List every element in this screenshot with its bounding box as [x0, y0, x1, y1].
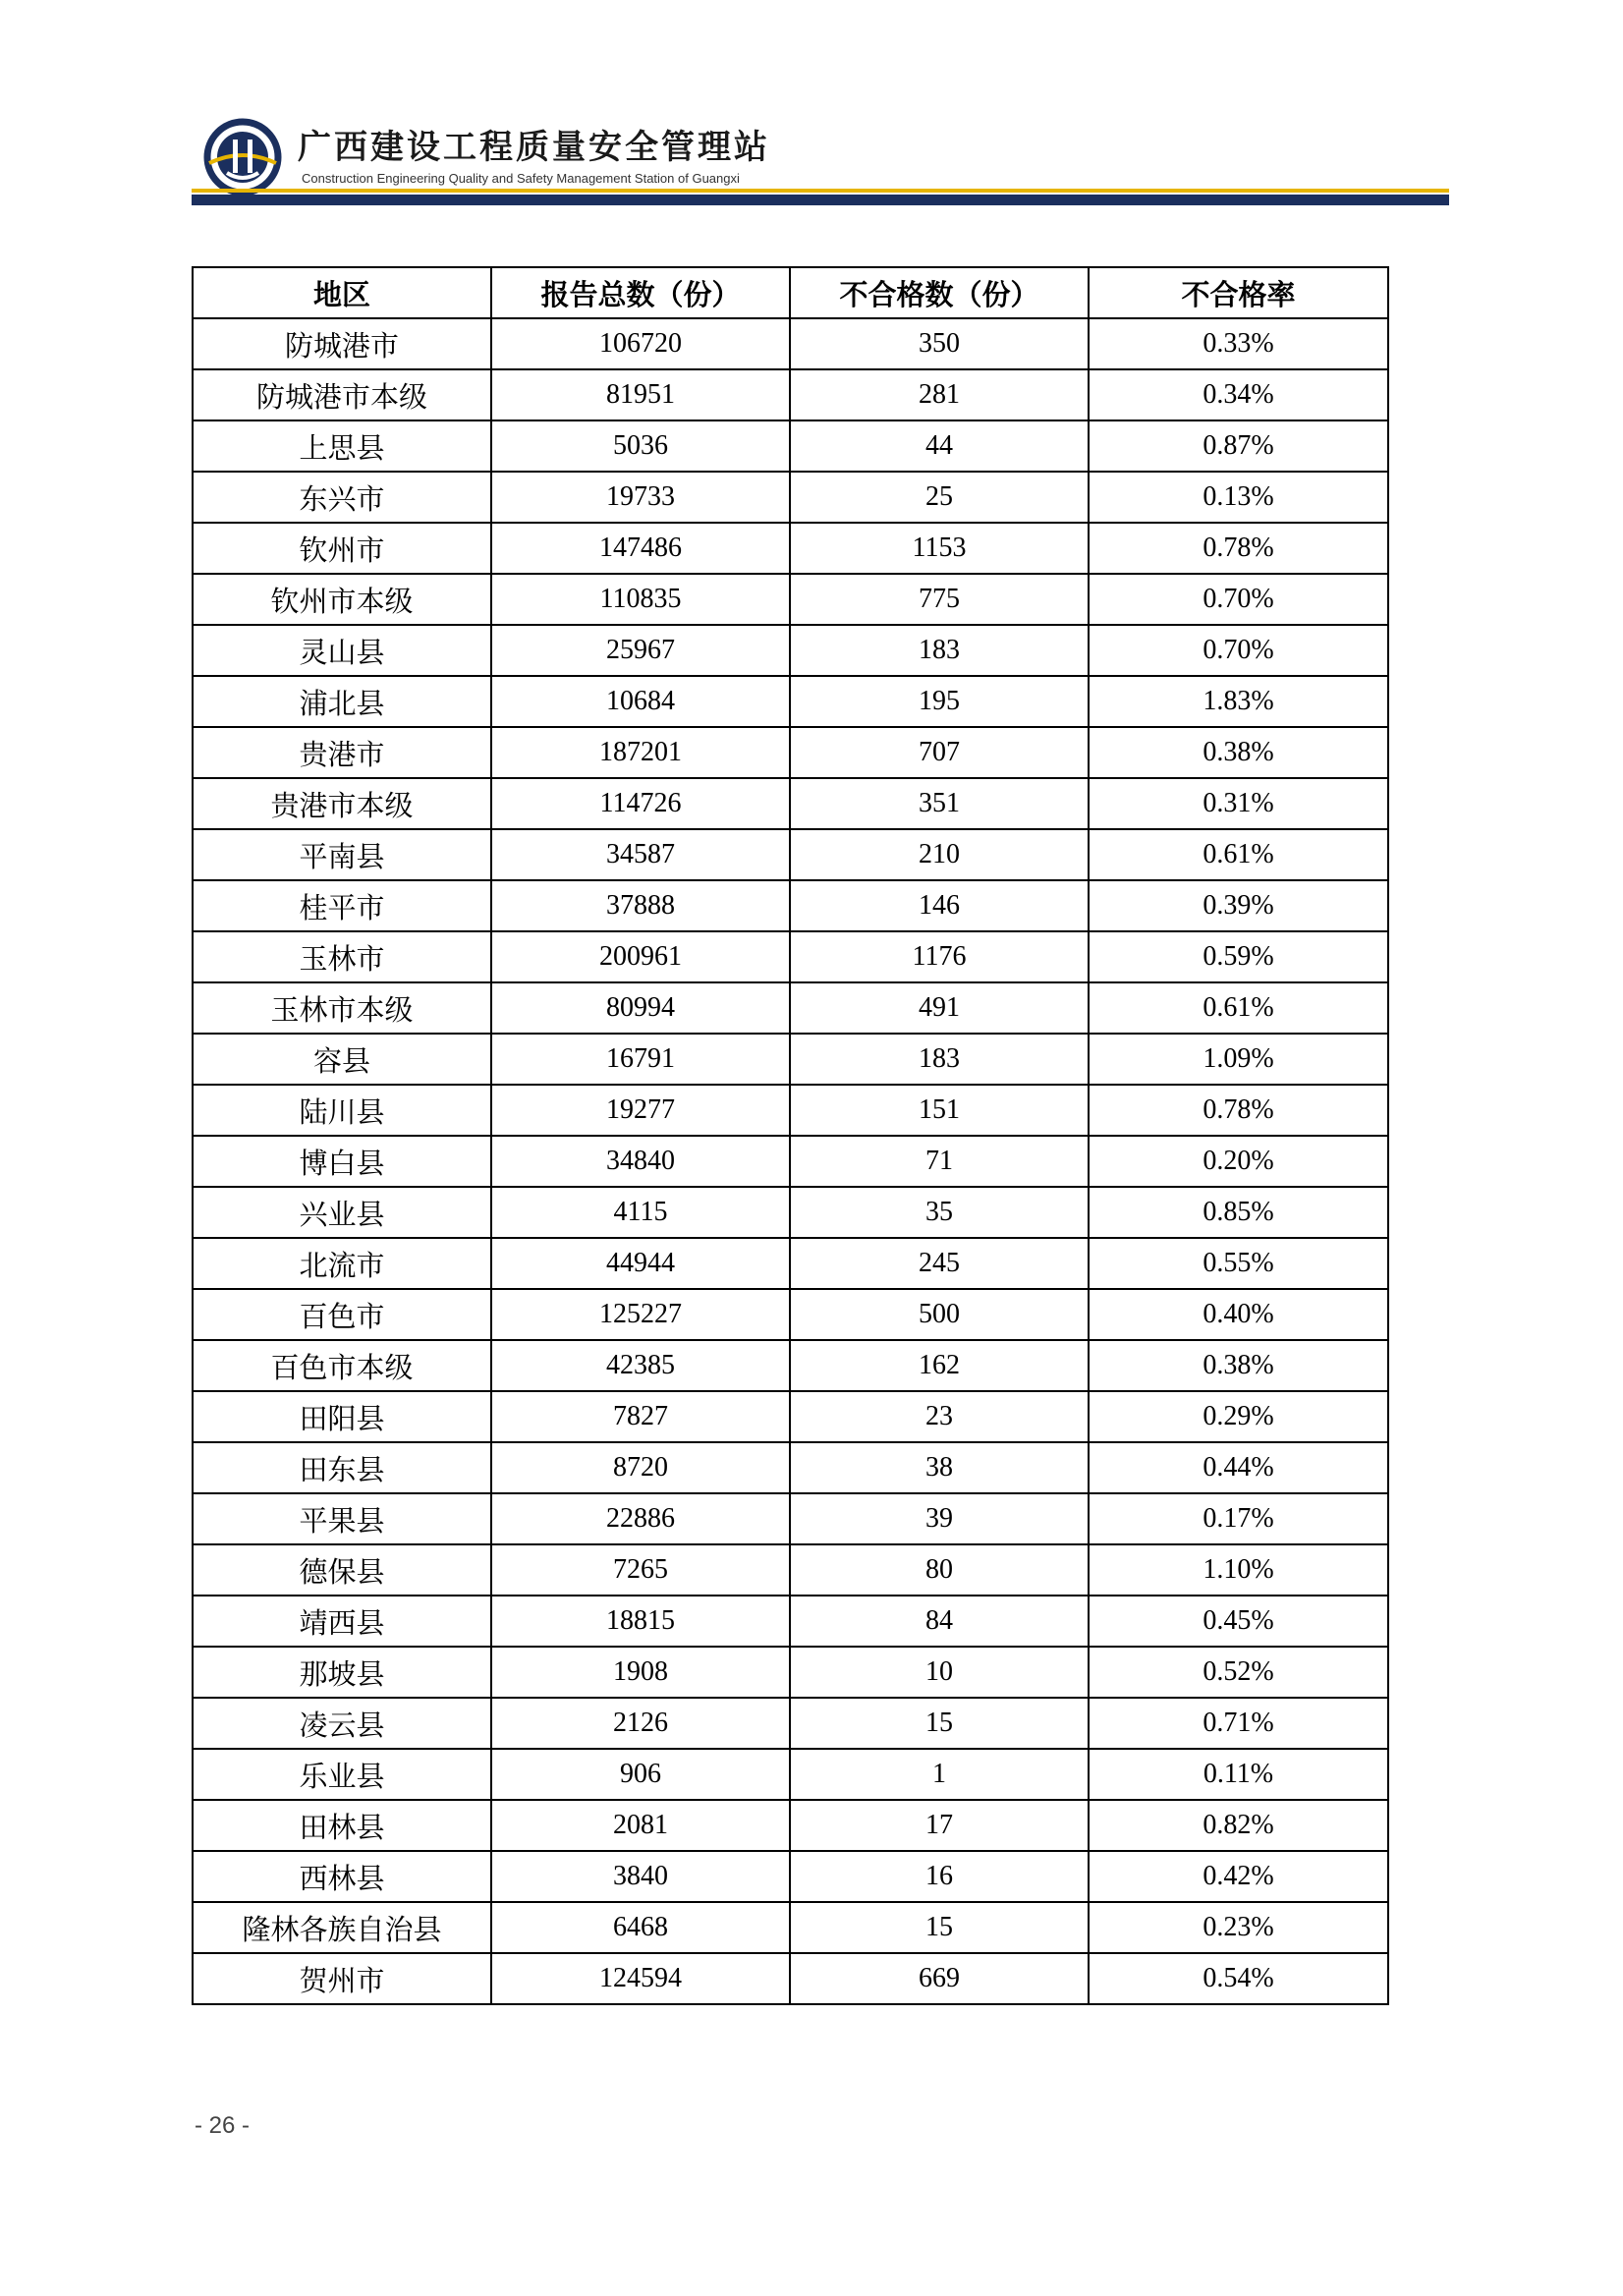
failed-count-cell: 1176	[790, 931, 1089, 982]
failed-count-cell: 146	[790, 880, 1089, 931]
failure-rate-cell: 0.52%	[1089, 1647, 1388, 1698]
failure-rate-cell: 0.29%	[1089, 1391, 1388, 1442]
header-rule-navy	[192, 195, 1449, 205]
region-cell: 东兴市	[193, 472, 491, 523]
region-cell: 博白县	[193, 1136, 491, 1187]
report-total-cell: 34840	[491, 1136, 790, 1187]
failure-rate-cell: 0.78%	[1089, 523, 1388, 574]
failure-rate-cell: 0.78%	[1089, 1085, 1388, 1136]
table-row	[193, 1136, 1388, 1187]
table-row	[193, 1034, 1388, 1085]
region-cell: 靖西县	[193, 1596, 491, 1647]
failure-rate-cell: 0.61%	[1089, 829, 1388, 880]
failed-count-cell: 183	[790, 625, 1089, 676]
report-total-cell: 2126	[491, 1698, 790, 1749]
region-cell: 玉林市	[193, 931, 491, 982]
failed-count-cell: 1153	[790, 523, 1089, 574]
failure-rate-cell: 0.85%	[1089, 1187, 1388, 1238]
table-row	[193, 829, 1388, 880]
station-logo-icon	[203, 118, 282, 196]
region-cell: 田东县	[193, 1442, 491, 1493]
failed-count-cell: 71	[790, 1136, 1089, 1187]
table-row	[193, 1085, 1388, 1136]
region-cell: 隆林各族自治县	[193, 1902, 491, 1953]
region-cell: 百色市	[193, 1289, 491, 1340]
failure-rate-cell: 0.55%	[1089, 1238, 1388, 1289]
report-total-cell: 8720	[491, 1442, 790, 1493]
table-header-row	[193, 267, 1388, 318]
failed-count-cell: 151	[790, 1085, 1089, 1136]
region-cell: 兴业县	[193, 1187, 491, 1238]
table-row	[193, 880, 1388, 931]
failure-rate-cell: 0.23%	[1089, 1902, 1388, 1953]
failure-rate-cell: 0.87%	[1089, 420, 1388, 472]
table-body	[193, 318, 1388, 2004]
table-row	[193, 1749, 1388, 1800]
failed-count-cell: 707	[790, 727, 1089, 778]
failure-rate-cell: 0.71%	[1089, 1698, 1388, 1749]
failed-count-cell: 16	[790, 1851, 1089, 1902]
table-row	[193, 1902, 1388, 1953]
table-row	[193, 1340, 1388, 1391]
region-cell: 乐业县	[193, 1749, 491, 1800]
region-cell: 防城港市本级	[193, 369, 491, 420]
region-cell: 钦州市本级	[193, 574, 491, 625]
table-row	[193, 1800, 1388, 1851]
report-total-cell: 110835	[491, 574, 790, 625]
report-total-cell: 2081	[491, 1800, 790, 1851]
region-cell: 陆川县	[193, 1085, 491, 1136]
region-cell: 上思县	[193, 420, 491, 472]
failed-count-cell: 351	[790, 778, 1089, 829]
table-row	[193, 1187, 1388, 1238]
table-row	[193, 1289, 1388, 1340]
failed-count-cell: 25	[790, 472, 1089, 523]
report-total-cell: 19733	[491, 472, 790, 523]
failure-rate-cell: 0.54%	[1089, 1953, 1388, 2004]
failure-rate-cell: 0.45%	[1089, 1596, 1388, 1647]
failure-rate-cell: 1.83%	[1089, 676, 1388, 727]
region-cell: 西林县	[193, 1851, 491, 1902]
region-cell: 灵山县	[193, 625, 491, 676]
table-row	[193, 625, 1388, 676]
failure-rate-cell: 0.38%	[1089, 727, 1388, 778]
report-total-cell: 7827	[491, 1391, 790, 1442]
failure-rate-cell: 0.82%	[1089, 1800, 1388, 1851]
region-cell: 贵港市本级	[193, 778, 491, 829]
table-row	[193, 727, 1388, 778]
region-cell: 北流市	[193, 1238, 491, 1289]
inspection-report-table	[192, 266, 1389, 2005]
table-row	[193, 318, 1388, 369]
failed-count-cell: 15	[790, 1698, 1089, 1749]
failed-count-cell: 491	[790, 982, 1089, 1034]
region-cell: 平果县	[193, 1493, 491, 1544]
region-cell: 凌云县	[193, 1698, 491, 1749]
report-total-cell: 124594	[491, 1953, 790, 2004]
table-row	[193, 1493, 1388, 1544]
failed-count-cell: 245	[790, 1238, 1089, 1289]
failure-rate-cell: 0.61%	[1089, 982, 1388, 1034]
failed-count-cell: 195	[790, 676, 1089, 727]
table-row	[193, 1596, 1388, 1647]
report-total-cell: 114726	[491, 778, 790, 829]
table-row	[193, 574, 1388, 625]
failure-rate-cell: 0.38%	[1089, 1340, 1388, 1391]
region-cell: 田阳县	[193, 1391, 491, 1442]
failure-rate-cell: 0.40%	[1089, 1289, 1388, 1340]
region-cell: 百色市本级	[193, 1340, 491, 1391]
report-total-cell: 44944	[491, 1238, 790, 1289]
failure-rate-cell: 1.10%	[1089, 1544, 1388, 1596]
table-row	[193, 778, 1388, 829]
failed-count-cell: 775	[790, 574, 1089, 625]
report-total-cell: 3840	[491, 1851, 790, 1902]
failure-rate-cell: 0.31%	[1089, 778, 1388, 829]
organization-subtitle: Construction Engineering Quality and Safety Management Station of Guangxi	[302, 171, 740, 186]
table-row	[193, 931, 1388, 982]
column-header-report-total: 报告总数（份）	[491, 267, 790, 318]
table-row	[193, 420, 1388, 472]
report-total-cell: 10684	[491, 676, 790, 727]
failed-count-cell: 23	[790, 1391, 1089, 1442]
report-total-cell: 147486	[491, 523, 790, 574]
report-total-cell: 22886	[491, 1493, 790, 1544]
report-total-cell: 25967	[491, 625, 790, 676]
region-cell: 德保县	[193, 1544, 491, 1596]
table-row	[193, 1647, 1388, 1698]
failed-count-cell: 10	[790, 1647, 1089, 1698]
failure-rate-cell: 0.17%	[1089, 1493, 1388, 1544]
failed-count-cell: 162	[790, 1340, 1089, 1391]
report-total-cell: 4115	[491, 1187, 790, 1238]
column-header-region: 地区	[193, 267, 491, 318]
failed-count-cell: 500	[790, 1289, 1089, 1340]
failure-rate-cell: 1.09%	[1089, 1034, 1388, 1085]
table-row	[193, 1238, 1388, 1289]
region-cell: 田林县	[193, 1800, 491, 1851]
region-cell: 平南县	[193, 829, 491, 880]
failed-count-cell: 35	[790, 1187, 1089, 1238]
failure-rate-cell: 0.11%	[1089, 1749, 1388, 1800]
organization-name: 广西建设工程质量安全管理站	[298, 128, 770, 167]
region-cell: 防城港市	[193, 318, 491, 369]
failed-count-cell: 84	[790, 1596, 1089, 1647]
failed-count-cell: 38	[790, 1442, 1089, 1493]
region-cell: 容县	[193, 1034, 491, 1085]
failure-rate-cell: 0.42%	[1089, 1851, 1388, 1902]
region-cell: 钦州市	[193, 523, 491, 574]
table-row	[193, 1544, 1388, 1596]
report-total-cell: 7265	[491, 1544, 790, 1596]
region-cell: 桂平市	[193, 880, 491, 931]
failure-rate-cell: 0.20%	[1089, 1136, 1388, 1187]
failed-count-cell: 183	[790, 1034, 1089, 1085]
report-total-cell: 125227	[491, 1289, 790, 1340]
failed-count-cell: 210	[790, 829, 1089, 880]
table-row	[193, 676, 1388, 727]
failure-rate-cell: 0.13%	[1089, 472, 1388, 523]
table-row	[193, 1698, 1388, 1749]
report-total-cell: 5036	[491, 420, 790, 472]
report-total-cell: 106720	[491, 318, 790, 369]
report-total-cell: 200961	[491, 931, 790, 982]
failed-count-cell: 669	[790, 1953, 1089, 2004]
table-row	[193, 1442, 1388, 1493]
failure-rate-cell: 0.70%	[1089, 625, 1388, 676]
failed-count-cell: 80	[790, 1544, 1089, 1596]
table-row	[193, 523, 1388, 574]
report-total-cell: 34587	[491, 829, 790, 880]
report-total-cell: 18815	[491, 1596, 790, 1647]
failed-count-cell: 281	[790, 369, 1089, 420]
region-cell: 贺州市	[193, 1953, 491, 2004]
table-row	[193, 1851, 1388, 1902]
page-header	[192, 110, 1449, 208]
report-total-cell: 187201	[491, 727, 790, 778]
report-total-cell: 16791	[491, 1034, 790, 1085]
table-row	[193, 369, 1388, 420]
failed-count-cell: 17	[790, 1800, 1089, 1851]
table-row	[193, 472, 1388, 523]
report-total-cell: 19277	[491, 1085, 790, 1136]
failure-rate-cell: 0.34%	[1089, 369, 1388, 420]
region-cell: 浦北县	[193, 676, 491, 727]
page-number: - 26 -	[195, 2112, 251, 2139]
failure-rate-cell: 0.39%	[1089, 880, 1388, 931]
failed-count-cell: 15	[790, 1902, 1089, 1953]
failure-rate-cell: 0.59%	[1089, 931, 1388, 982]
failed-count-cell: 1	[790, 1749, 1089, 1800]
header-rule-gold	[192, 189, 1449, 193]
report-total-cell: 6468	[491, 1902, 790, 1953]
report-total-cell: 37888	[491, 880, 790, 931]
failure-rate-cell: 0.44%	[1089, 1442, 1388, 1493]
failed-count-cell: 44	[790, 420, 1089, 472]
region-cell: 贵港市	[193, 727, 491, 778]
report-total-cell: 906	[491, 1749, 790, 1800]
table-row	[193, 1953, 1388, 2004]
region-cell: 那坡县	[193, 1647, 491, 1698]
report-total-cell: 42385	[491, 1340, 790, 1391]
region-cell: 玉林市本级	[193, 982, 491, 1034]
column-header-failed-count: 不合格数（份）	[790, 267, 1089, 318]
report-total-cell: 1908	[491, 1647, 790, 1698]
column-header-failure-rate: 不合格率	[1089, 267, 1388, 318]
table-row	[193, 1391, 1388, 1442]
failed-count-cell: 39	[790, 1493, 1089, 1544]
failure-rate-cell: 0.70%	[1089, 574, 1388, 625]
failure-rate-cell: 0.33%	[1089, 318, 1388, 369]
report-total-cell: 80994	[491, 982, 790, 1034]
failed-count-cell: 350	[790, 318, 1089, 369]
report-total-cell: 81951	[491, 369, 790, 420]
table-row	[193, 982, 1388, 1034]
